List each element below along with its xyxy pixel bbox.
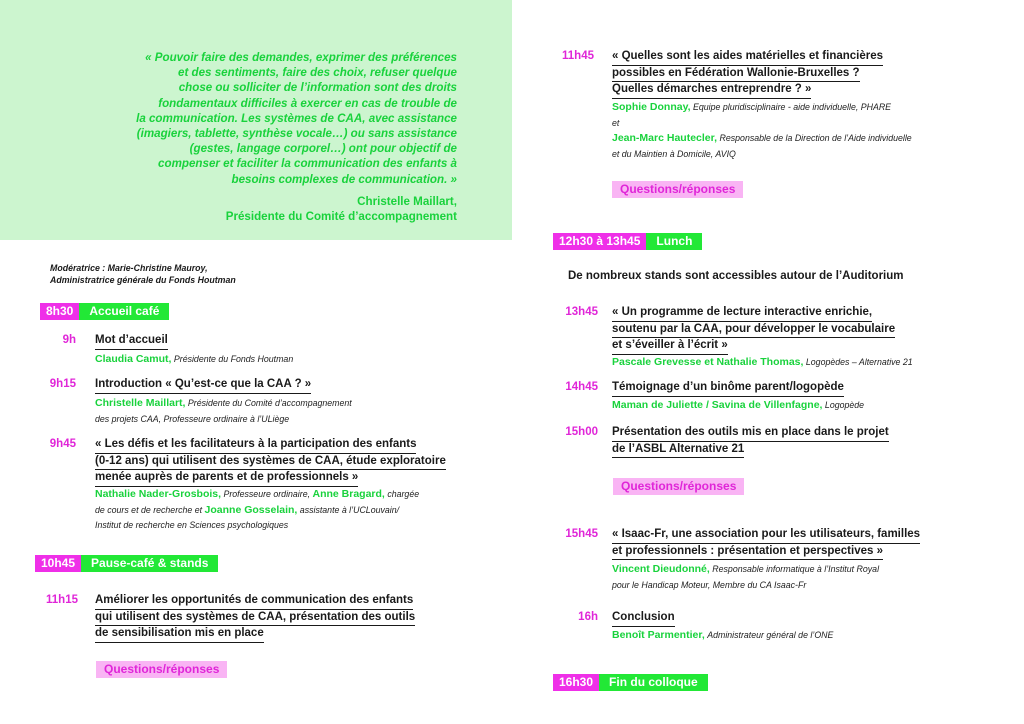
- title-line: Introduction « Qu’est-ce que la CAA ? »: [95, 377, 311, 394]
- speaker-role: des projets CAA, Professeure ordinaire à l’ULiège: [95, 413, 290, 424]
- title-line: soutenu par la CAA, pour développer le vocabulaire: [612, 322, 895, 339]
- title-line: Quelles démarches entreprendre ? »: [612, 82, 811, 99]
- qa-label: Questions/réponses: [612, 181, 743, 198]
- session-title: [612, 425, 889, 458]
- accueil-banner: [40, 303, 169, 320]
- session-time: 11h45: [562, 50, 594, 62]
- session-label: Pause-café & stands: [81, 555, 218, 572]
- speaker: [95, 396, 352, 427]
- quote-author-role: Présidente du Comité d’accompagnement: [225, 210, 457, 223]
- session-title: [95, 437, 446, 487]
- speaker: [95, 352, 293, 368]
- title-line: de l’ASBL Alternative 21: [612, 442, 744, 459]
- title-line: qui utilisent des systèmes de CAA, présentation des outils: [95, 610, 415, 627]
- title-line: Présentation des outils mis en place dans le projet: [612, 425, 889, 442]
- speakers: [612, 398, 864, 414]
- session-time: 9h45: [49, 438, 76, 450]
- speaker-name: Vincent Dieudonné,: [612, 563, 710, 575]
- speakers: [612, 355, 913, 371]
- session-title: [95, 377, 311, 394]
- session-time: 13h45: [565, 306, 598, 318]
- speaker-name: Joanne Gosselain,: [204, 503, 298, 516]
- speaker-name: Christelle Maillart,: [95, 397, 186, 409]
- title-line: de sensibilisation mis en place: [95, 626, 264, 643]
- conjunction: et: [612, 117, 620, 128]
- speaker-role: et du Maintien à Domicile, AVIQ: [612, 148, 736, 159]
- speakers: [95, 487, 419, 534]
- session-title: [612, 305, 895, 355]
- speaker-role: pour le Handicap Moteur, Membre du CA Isaac-Fr: [612, 579, 807, 590]
- moderator-role: Administratrice générale du Fonds Houtman: [50, 275, 236, 285]
- quote-line: (gestes, langage corporel…) ont pour objectif de: [189, 142, 457, 156]
- moderator-info: [50, 262, 236, 286]
- quote-author-name: Christelle Maillart,: [357, 195, 457, 208]
- session-time: 9h: [62, 334, 76, 346]
- quote-line: « Pouvoir faire des demandes, exprimer des préférences: [145, 51, 457, 64]
- speaker-role: chargée: [387, 489, 420, 499]
- quote-author: [226, 194, 457, 224]
- speakers: [612, 628, 833, 644]
- session-title: [612, 380, 844, 397]
- title-line: « Isaac-Fr, une association pour les utilisateurs, familles: [612, 527, 920, 544]
- title-line: « Un programme de lecture interactive enrichie,: [612, 305, 872, 322]
- stands-note: De nombreux stands sont accessibles autour de l’Auditorium: [568, 270, 904, 282]
- title-line: Améliorer les opportunités de communication des enfants: [95, 593, 413, 610]
- title-line: Conclusion: [612, 610, 675, 627]
- title-line: et s’éveiller à l’écrit »: [612, 338, 728, 355]
- speaker-role: Présidente du Comité d’accompagnement: [187, 398, 352, 408]
- session-title: [612, 49, 883, 99]
- speaker-name: Jean-Marc Hautecler,: [612, 132, 718, 144]
- quote-panel: [0, 0, 512, 240]
- time-badge: 16h30: [553, 674, 599, 691]
- quote-line: besoins complexes de communication. »: [231, 172, 457, 186]
- speaker-name: Claudia Camut,: [95, 353, 172, 365]
- title-line: possibles en Fédération Wallonie-Bruxelles ?: [612, 66, 860, 83]
- speaker-role: Présidente du Fonds Houtman: [173, 354, 294, 364]
- session-title: [612, 527, 920, 560]
- title-line: et professionnels : présentation et perspectives »: [612, 544, 883, 561]
- session-time: 15h00: [565, 426, 598, 438]
- speaker-name: Sophie Donnay,: [612, 101, 691, 113]
- speaker-name: Anne Bragard,: [312, 488, 385, 500]
- pause-banner: [35, 555, 218, 572]
- speaker-role: Administrateur général de l’ONE: [707, 630, 834, 640]
- session-time: 16h: [578, 611, 598, 623]
- session-label: Fin du colloque: [599, 674, 708, 691]
- speaker-name: Pascale Grevesse et Nathalie Thomas,: [612, 356, 804, 368]
- speaker-role: de cours et de recherche et: [95, 504, 203, 515]
- session-title: [95, 593, 415, 643]
- quote-line: et des sentiments, faire des choix, refuser quelque: [178, 66, 457, 80]
- session-title: [95, 333, 168, 350]
- speakers: [612, 100, 912, 162]
- time-badge: 8h30: [40, 303, 79, 320]
- lunch-banner: [553, 233, 702, 250]
- speaker-role: Responsable de la Direction de l’Aide individuelle: [719, 133, 912, 143]
- moderator-name: Modératrice : Marie-Christine Mauroy,: [50, 263, 208, 273]
- speaker-role: Logopèdes – Alternative 21: [805, 357, 913, 367]
- quote-line: (imagiers, tablette, synthèse vocale…) ou sans assistance: [136, 127, 457, 141]
- quote-text: [117, 50, 457, 187]
- title-line: (0-12 ans) qui utilisent des systèmes de CAA, étude exploratoire: [95, 454, 446, 471]
- session-label: Lunch: [646, 233, 702, 250]
- title-line: « Quelles sont les aides matérielles et financières: [612, 49, 883, 66]
- speakers: [612, 562, 879, 593]
- title-line: menée auprès de parents et de professionnels »: [95, 470, 358, 487]
- speaker-name: Maman de Juliette / Savina de Villenfagne,: [612, 399, 823, 411]
- quote-line: chose ou solliciter de l’information sont des droits: [178, 81, 457, 95]
- session-label: Accueil café: [79, 303, 169, 320]
- speaker-role: Institut de recherche en Sciences psychologiques: [95, 520, 289, 530]
- session-time: 15h45: [565, 528, 598, 540]
- qa-label: Questions/réponses: [613, 478, 744, 495]
- speaker-name: Nathalie Nader-Grosbois,: [95, 488, 222, 500]
- quote-line: la communication. Les systèmes de CAA, avec assistance: [136, 111, 457, 125]
- closing-banner: [553, 674, 708, 691]
- speaker-role: Logopède: [824, 400, 865, 410]
- speaker-name: Benoît Parmentier,: [612, 629, 705, 641]
- speaker-role: Responsable informatique à l’Institut Royal: [712, 564, 880, 574]
- quote-line: fondamentaux difficiles à exercer en cas de trouble de: [158, 96, 457, 110]
- speaker-role: assistante à l’UCLouvain/: [299, 504, 400, 515]
- session-time: 9h15: [49, 378, 76, 390]
- speaker-role: Equipe pluridisciplinaire - aide individuelle, PHARE: [693, 102, 892, 112]
- speaker-role: Professeure ordinaire,: [223, 489, 311, 499]
- session-time: 11h15: [46, 594, 78, 606]
- qa-label: Questions/réponses: [96, 661, 227, 678]
- quote-line: compenser et faciliter la communication des enfants à: [158, 157, 457, 171]
- session-title: [612, 610, 675, 627]
- time-badge: 12h30 à 13h45: [553, 233, 646, 250]
- title-line: Témoignage d’un binôme parent/logopède: [612, 380, 844, 397]
- title-line: Mot d’accueil: [95, 333, 168, 350]
- session-time: 14h45: [565, 381, 598, 393]
- time-badge: 10h45: [35, 555, 81, 572]
- title-line: « Les défis et les facilitateurs à la participation des enfants: [95, 437, 416, 454]
